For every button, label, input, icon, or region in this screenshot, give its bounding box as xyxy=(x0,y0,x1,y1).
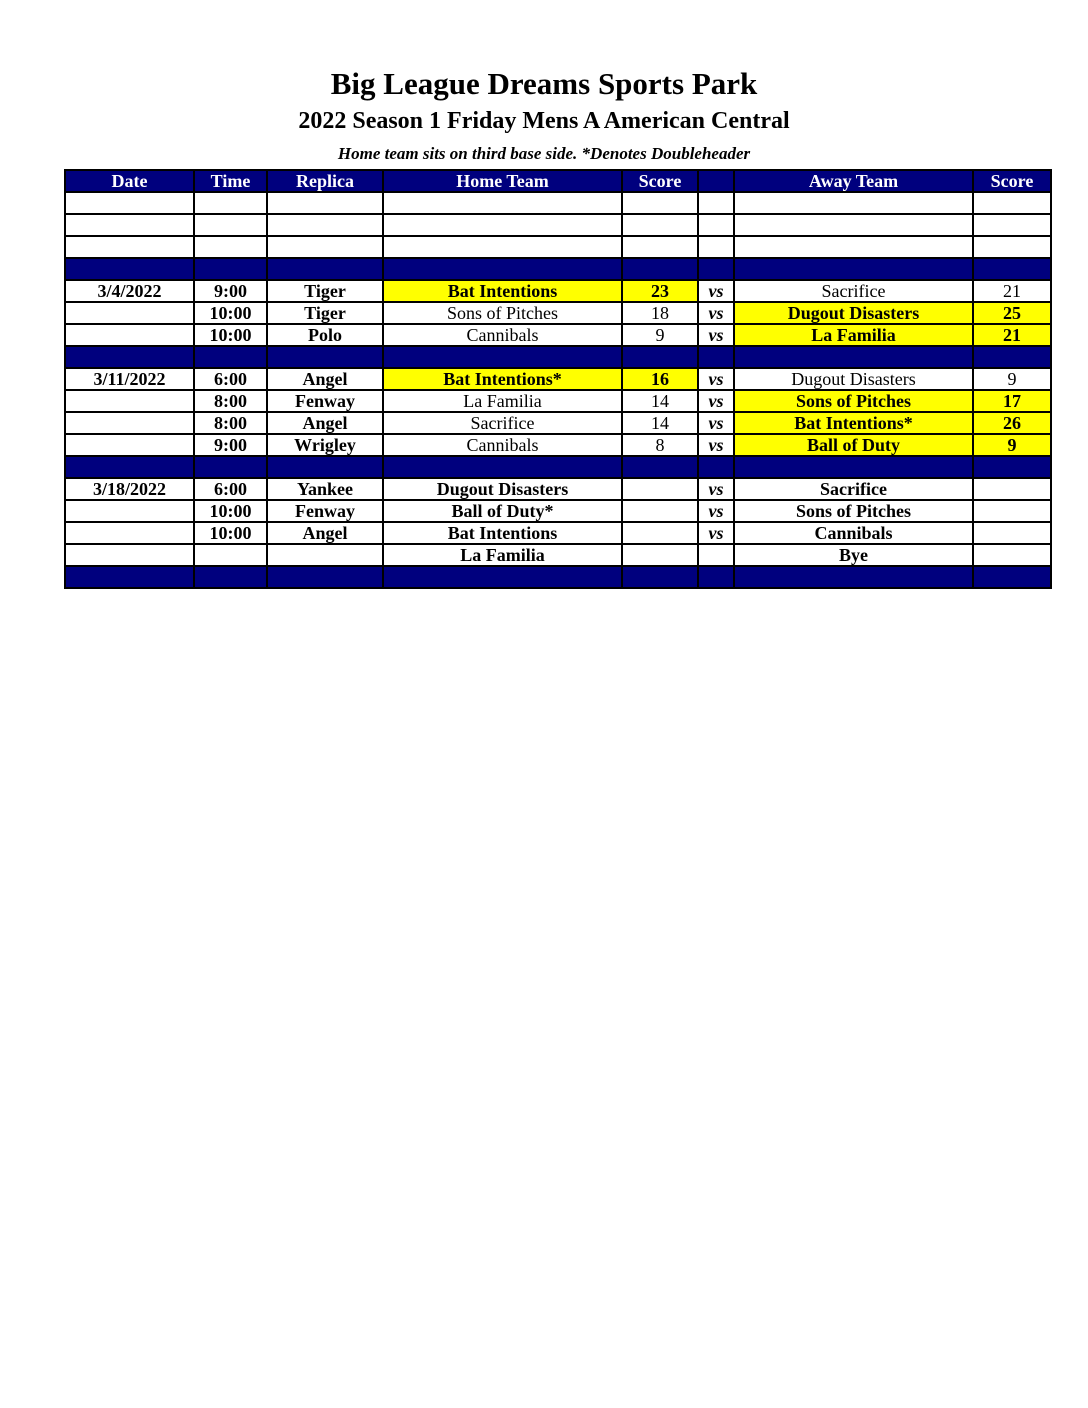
empty-cell xyxy=(698,214,734,236)
empty-row xyxy=(65,192,1051,214)
cell-away-team: Sacrifice xyxy=(734,280,973,302)
schedule-table xyxy=(64,169,1052,589)
cell-home-team: Bat Intentions xyxy=(383,522,622,544)
page-subtitle: 2022 Season 1 Friday Mens A American Central xyxy=(298,108,790,134)
empty-row xyxy=(65,236,1051,258)
empty-cell xyxy=(65,214,194,236)
cell-replica: Yankee xyxy=(267,478,383,500)
cell-away-score xyxy=(973,500,1051,522)
cell-home-team: Ball of Duty* xyxy=(383,500,622,522)
separator-cell xyxy=(65,566,194,588)
empty-cell xyxy=(383,214,622,236)
empty-cell xyxy=(734,192,973,214)
cell-home-score: 9 xyxy=(622,324,698,346)
game-row xyxy=(65,478,1051,500)
separator-cell xyxy=(194,258,267,280)
cell-date xyxy=(65,302,194,324)
cell-replica: Tiger xyxy=(267,302,383,324)
cell-time: 9:00 xyxy=(194,434,267,456)
cell-away-team: Sacrifice xyxy=(734,478,973,500)
cell-away-score: 9 xyxy=(973,368,1051,390)
separator-row xyxy=(65,566,1051,588)
game-row xyxy=(65,368,1051,390)
cell-replica: Fenway xyxy=(267,390,383,412)
cell-home-team: Sacrifice xyxy=(383,412,622,434)
col-header-time: Time xyxy=(194,170,267,192)
cell-replica: Fenway xyxy=(267,500,383,522)
separator-cell xyxy=(622,258,698,280)
game-row xyxy=(65,500,1051,522)
game-row xyxy=(65,390,1051,412)
separator-cell xyxy=(65,346,194,368)
cell-away-score: 26 xyxy=(973,412,1051,434)
cell-away-score xyxy=(973,478,1051,500)
cell-home-team: La Familia xyxy=(383,390,622,412)
separator-cell xyxy=(622,456,698,478)
cell-time: 6:00 xyxy=(194,478,267,500)
separator-cell xyxy=(267,566,383,588)
col-header-home-team: Home Team xyxy=(383,170,622,192)
separator-cell xyxy=(973,456,1051,478)
separator-cell xyxy=(267,456,383,478)
empty-cell xyxy=(973,214,1051,236)
empty-cell xyxy=(194,236,267,258)
cell-home-score xyxy=(622,478,698,500)
cell-time: 10:00 xyxy=(194,500,267,522)
separator-cell xyxy=(622,566,698,588)
separator-cell xyxy=(734,258,973,280)
cell-date: 3/18/2022 xyxy=(65,478,194,500)
col-header-away-score: Score xyxy=(973,170,1051,192)
col-header-replica: Replica xyxy=(267,170,383,192)
cell-home-team: Dugout Disasters xyxy=(383,478,622,500)
separator-cell xyxy=(734,456,973,478)
empty-cell xyxy=(194,192,267,214)
separator-cell xyxy=(65,456,194,478)
game-row xyxy=(65,544,1051,566)
separator-cell xyxy=(973,258,1051,280)
cell-home-score xyxy=(622,500,698,522)
separator-cell xyxy=(698,566,734,588)
empty-cell xyxy=(622,192,698,214)
cell-replica: Angel xyxy=(267,368,383,390)
cell-time: 6:00 xyxy=(194,368,267,390)
cell-replica: Angel xyxy=(267,522,383,544)
empty-cell xyxy=(734,214,973,236)
cell-date: 3/4/2022 xyxy=(65,280,194,302)
empty-cell xyxy=(383,236,622,258)
cell-vs: vs xyxy=(698,280,734,302)
cell-date xyxy=(65,412,194,434)
cell-time: 8:00 xyxy=(194,390,267,412)
cell-home-score xyxy=(622,522,698,544)
cell-vs: vs xyxy=(698,412,734,434)
cell-replica: Angel xyxy=(267,412,383,434)
cell-away-score xyxy=(973,544,1051,566)
cell-away-score: 9 xyxy=(973,434,1051,456)
separator-row xyxy=(65,258,1051,280)
cell-time: 9:00 xyxy=(194,280,267,302)
cell-away-team: Dugout Disasters xyxy=(734,302,973,324)
cell-time xyxy=(194,544,267,566)
separator-cell xyxy=(383,566,622,588)
cell-vs xyxy=(698,544,734,566)
cell-vs: vs xyxy=(698,390,734,412)
empty-cell xyxy=(622,236,698,258)
cell-away-team: Ball of Duty xyxy=(734,434,973,456)
cell-date: 3/11/2022 xyxy=(65,368,194,390)
separator-cell xyxy=(383,456,622,478)
cell-home-score xyxy=(622,544,698,566)
empty-cell xyxy=(267,192,383,214)
cell-vs: vs xyxy=(698,324,734,346)
cell-away-team: Sons of Pitches xyxy=(734,390,973,412)
cell-away-team: Bye xyxy=(734,544,973,566)
separator-cell xyxy=(65,258,194,280)
cell-replica xyxy=(267,544,383,566)
cell-date xyxy=(65,544,194,566)
cell-vs: vs xyxy=(698,368,734,390)
cell-home-team: La Familia xyxy=(383,544,622,566)
separator-cell xyxy=(973,346,1051,368)
separator-cell xyxy=(194,456,267,478)
game-row xyxy=(65,412,1051,434)
separator-row xyxy=(65,456,1051,478)
empty-cell xyxy=(267,236,383,258)
separator-cell xyxy=(267,346,383,368)
cell-home-team: Sons of Pitches xyxy=(383,302,622,324)
cell-away-team: Bat Intentions* xyxy=(734,412,973,434)
cell-away-score xyxy=(973,522,1051,544)
cell-away-score: 17 xyxy=(973,390,1051,412)
cell-home-score: 8 xyxy=(622,434,698,456)
cell-time: 10:00 xyxy=(194,324,267,346)
cell-home-score: 23 xyxy=(622,280,698,302)
cell-home-team: Bat Intentions xyxy=(383,280,622,302)
cell-home-score: 14 xyxy=(622,412,698,434)
empty-cell xyxy=(622,214,698,236)
cell-replica: Tiger xyxy=(267,280,383,302)
game-row xyxy=(65,434,1051,456)
cell-away-score: 25 xyxy=(973,302,1051,324)
cell-away-score: 21 xyxy=(973,280,1051,302)
cell-time: 10:00 xyxy=(194,302,267,324)
empty-cell xyxy=(698,192,734,214)
cell-home-score: 18 xyxy=(622,302,698,324)
schedule-body xyxy=(65,192,1051,588)
separator-cell xyxy=(698,346,734,368)
game-row xyxy=(65,302,1051,324)
empty-cell xyxy=(698,236,734,258)
separator-cell xyxy=(734,566,973,588)
empty-cell xyxy=(383,192,622,214)
cell-date xyxy=(65,522,194,544)
cell-date xyxy=(65,500,194,522)
col-header-vs xyxy=(698,170,734,192)
empty-row xyxy=(65,214,1051,236)
cell-time: 10:00 xyxy=(194,522,267,544)
col-header-home-score: Score xyxy=(622,170,698,192)
cell-date xyxy=(65,434,194,456)
cell-date xyxy=(65,390,194,412)
empty-cell xyxy=(194,214,267,236)
separator-cell xyxy=(698,258,734,280)
cell-time: 8:00 xyxy=(194,412,267,434)
game-row xyxy=(65,522,1051,544)
cell-home-team: Cannibals xyxy=(383,324,622,346)
separator-cell xyxy=(734,346,973,368)
cell-away-team: Cannibals xyxy=(734,522,973,544)
cell-vs: vs xyxy=(698,478,734,500)
separator-cell xyxy=(383,346,622,368)
empty-cell xyxy=(267,214,383,236)
cell-away-team: La Familia xyxy=(734,324,973,346)
empty-cell xyxy=(973,236,1051,258)
cell-vs: vs xyxy=(698,302,734,324)
col-header-away-team: Away Team xyxy=(734,170,973,192)
empty-cell xyxy=(734,236,973,258)
col-header-date: Date xyxy=(65,170,194,192)
separator-row xyxy=(65,346,1051,368)
separator-cell xyxy=(622,346,698,368)
empty-cell xyxy=(65,192,194,214)
separator-cell xyxy=(194,346,267,368)
separator-cell xyxy=(698,456,734,478)
empty-cell xyxy=(65,236,194,258)
page-title: Big League Dreams Sports Park xyxy=(330,66,758,101)
game-row xyxy=(65,324,1051,346)
cell-away-team: Sons of Pitches xyxy=(734,500,973,522)
cell-home-team: Cannibals xyxy=(383,434,622,456)
cell-home-score: 14 xyxy=(622,390,698,412)
cell-home-team: Bat Intentions* xyxy=(383,368,622,390)
cell-away-score: 21 xyxy=(973,324,1051,346)
schedule-note: Home team sits on third base side. *Denotes Doubleheader xyxy=(337,144,751,163)
cell-home-score: 16 xyxy=(622,368,698,390)
cell-away-team: Dugout Disasters xyxy=(734,368,973,390)
separator-cell xyxy=(194,566,267,588)
cell-vs: vs xyxy=(698,434,734,456)
header-row xyxy=(65,170,1051,192)
cell-replica: Polo xyxy=(267,324,383,346)
empty-cell xyxy=(973,192,1051,214)
cell-replica: Wrigley xyxy=(267,434,383,456)
game-row xyxy=(65,280,1051,302)
cell-vs: vs xyxy=(698,522,734,544)
cell-date xyxy=(65,324,194,346)
separator-cell xyxy=(973,566,1051,588)
cell-vs: vs xyxy=(698,500,734,522)
separator-cell xyxy=(383,258,622,280)
separator-cell xyxy=(267,258,383,280)
